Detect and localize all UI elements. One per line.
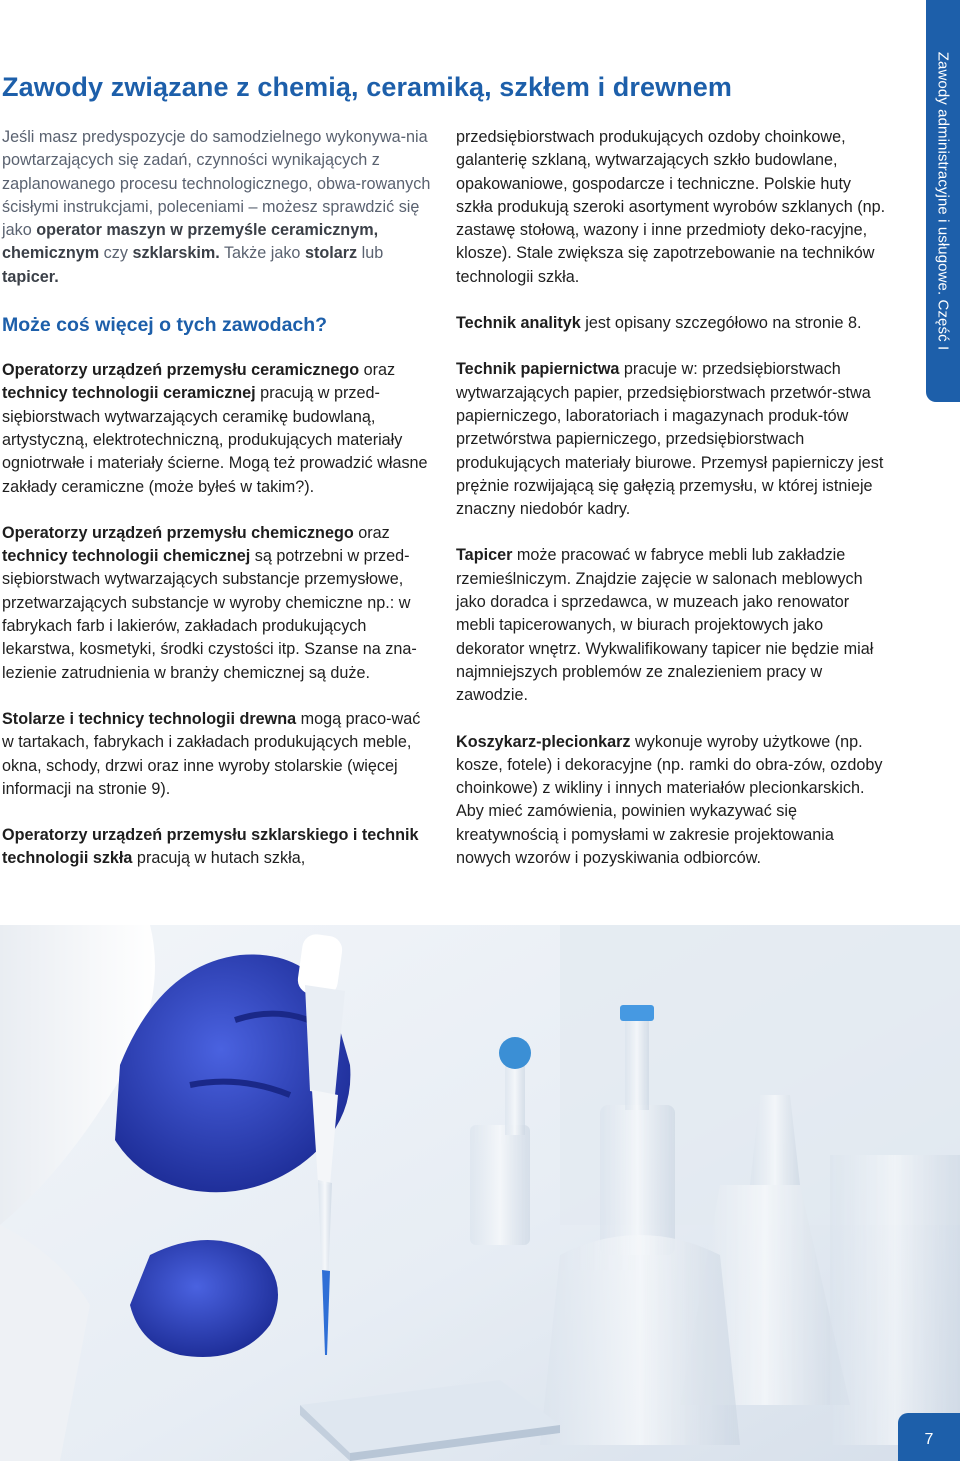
body-text: pracują w przed-siębiorstwach wytwarzających ceramikę budowlaną, artystyczną, elektrotechniczną, produkujących materiały ogniotrwałe i materiały ścierne. Mogą też prowadzić własne zakłady ceramiczne (może byłeś w takim?). — [2, 384, 428, 496]
intro-paragraph — [2, 126, 432, 289]
lab-pipette-photo — [0, 925, 960, 1461]
paragraph-upholsterer — [456, 544, 886, 707]
bold-term: technicy technologii chemicznej — [2, 547, 251, 566]
lab-photo-illustration — [0, 925, 960, 1461]
body-text: wykonuje wyroby użytkowe (np. kosze, fotele) i dekoracyjne (np. ramki do obra-zów, ozdoby choinkowe) z wikliny i innych materiałów plecionkarskich. Aby mieć zamówienia, powinien wykazywać się kreatywnością i pomysłami w zakresie projektowania nowych wzorów i pozyskiwania odbiorców. — [456, 732, 883, 868]
paragraph-paper — [456, 358, 886, 521]
page-number: 7 — [924, 1431, 934, 1448]
body-text: może pracować w fabryce mebli lub zakładzie rzemieślniczym. Znajdzie zajęcie w salonach meblowych jako doradca i sprzedawca, w muzeach jako renowator mebli tapicerowanych, w biurach projektowych jako dekorator wnętrz. Wykwalifikowany tapicer nie będzie miał najmniejszych problemów ze znalezieniem pracy w zawodzie. — [456, 546, 874, 705]
intro-text: Jeśli masz predyspozycje do samodzielnego wykonywa-nia powtarzających się zadań, czynności wynikających z zaplanowanego procesu technologicznego, obwa-rowanych ścisłymi instrukcjami, poleceniami – możesz sprawdzić się jako — [2, 128, 431, 240]
intro-bold: tapicer. — [2, 267, 59, 286]
body-text: pracują w hutach szkła, — [132, 849, 306, 868]
bold-term: Stolarze i technicy technologii drewna — [2, 709, 297, 728]
intro-bold: szklarskim. — [132, 244, 220, 263]
paragraph-chemistry — [2, 522, 432, 685]
bold-term: Operatorzy urządzeń przemysłu chemicznego — [2, 523, 354, 542]
body-text: są potrzebni w przed-siębiorstwach wytwarzających substancje przemysłowe, przetwarzających substancje w wyroby chemiczne np.: w fabrykach farb i lakierów, zakładach produkujących lekarstwa, kosmetyki, środki czystości itp. Szanse na zna-lezienie zatrudnienia w branży chemicznej są duże. — [2, 547, 417, 682]
bold-term: Technik analityk — [456, 314, 581, 333]
intro-text: czy — [99, 244, 133, 263]
intro-bold: stolarz — [304, 244, 358, 263]
page-number-badge — [898, 1413, 960, 1461]
intro-bold: operator maszyn w przemyśle ceramicznym, chemicznym — [2, 221, 379, 263]
body-text: pracuje w: przedsiębiorstwach wytwarzających papier, przedsiębiorstwach przetwór-stwa papierniczego, laboratoriach i magazynach produk-tów przetwórstwa papierniczego, przedsiębiorstwach produkujących materiały biurowe. Przemysł papierniczy jest prężnie rozwijającą się gałęzią przemysłu, w której istnieje znaczny niedobór kadry. — [456, 360, 884, 519]
paragraph-glass-continued — [456, 126, 886, 289]
right-column — [456, 126, 886, 893]
bold-term: Operatorzy urządzeń przemysłu ceramicznego — [2, 361, 360, 380]
body-text: oraz — [359, 361, 396, 380]
paragraph-analyst — [456, 312, 886, 335]
bold-term: technicy technologii ceramicznej — [2, 384, 256, 403]
bold-term: Operatorzy urządzeń przemysłu szklarskiego i technik technologii szkła — [2, 826, 419, 868]
bold-term: Technik papiernictwa — [456, 360, 620, 379]
intro-text: lub — [357, 244, 384, 263]
bold-term: Koszykarz-plecionkarz — [456, 732, 631, 751]
intro-text: Także jako — [219, 244, 305, 263]
page-title: Zawody związane z chemią, ceramiką, szkłem i drewnem — [2, 72, 733, 102]
section-subheading: Może coś więcej o tych zawodach? — [2, 314, 328, 337]
body-text: oraz — [353, 523, 390, 542]
body-text: mogą praco-wać w tartakach, fabrykach i zakładach produkujących meble, okna, schody, drzwi oraz inne wyroby stolarskie (więcej informacji na stronie 9). — [2, 709, 421, 798]
paragraph-basket-maker — [456, 731, 886, 871]
section-side-tab-label: Zawody administracyjne i usługowe. Część I — [934, 51, 952, 351]
paragraph-glass — [2, 824, 432, 871]
section-side-tab — [926, 0, 960, 402]
paragraph-wood — [2, 708, 432, 801]
bold-term: Tapicer — [456, 546, 513, 565]
paragraph-ceramics — [2, 359, 432, 499]
left-column — [2, 126, 432, 894]
second-glove-hand — [130, 1240, 278, 1357]
body-text: jest opisany szczegółowo na stronie 8. — [580, 314, 862, 333]
body-text: przedsiębiorstwach produkujących ozdoby choinkowe, galanterię szklaną, wytwarzających szkło budowlane, opakowaniowe, gospodarcze i techniczne. Polskie huty szkła produkują szeroki asortyment wyrobów szklanych (np. zastawę stołową, wazony i inne przedmioty deko-racyjne, klosze). Stale zwiększa się zapotrzebowanie na techników technologii szkła. — [456, 128, 886, 286]
